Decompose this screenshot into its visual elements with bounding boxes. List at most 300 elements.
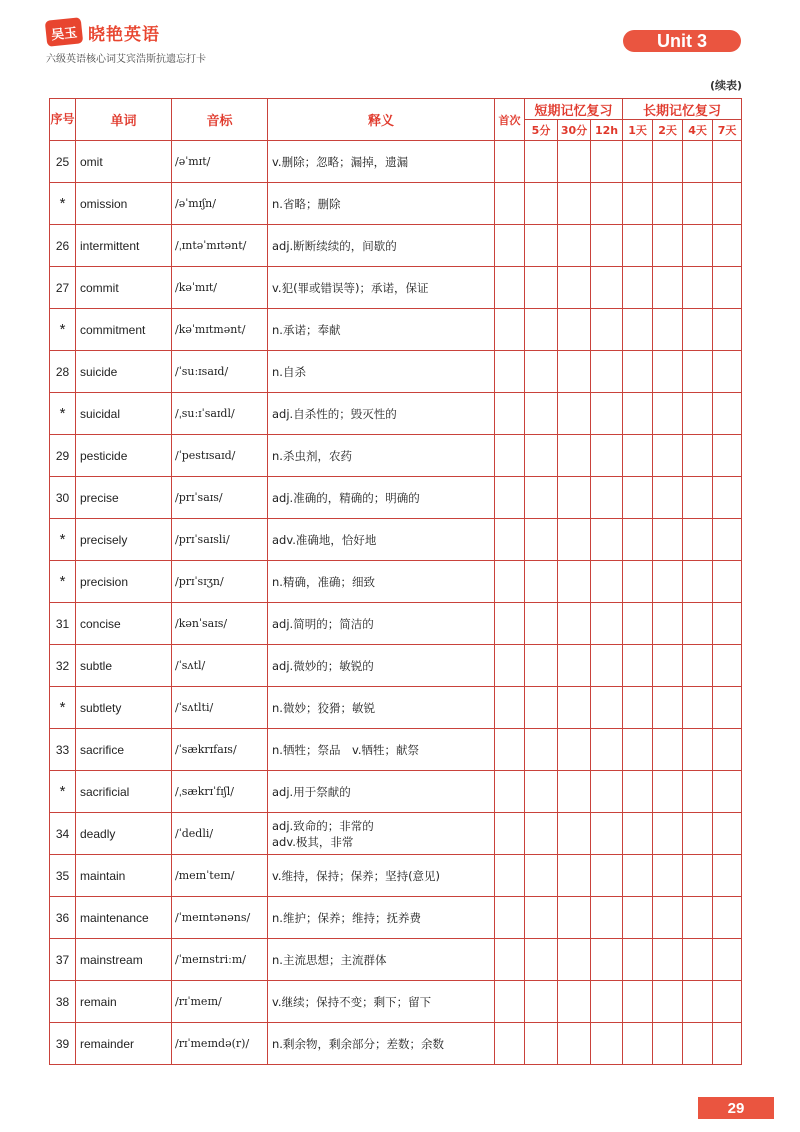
review-checkbox-cell[interactable] (683, 771, 713, 813)
review-checkbox-cell[interactable] (495, 477, 525, 519)
review-checkbox-cell[interactable] (653, 1023, 683, 1065)
review-checkbox-cell[interactable] (713, 225, 742, 267)
review-checkbox-cell[interactable] (683, 225, 713, 267)
review-checkbox-cell[interactable] (591, 141, 623, 183)
review-checkbox-cell[interactable] (591, 435, 623, 477)
table-row (50, 141, 742, 183)
row-word: suicide (76, 351, 172, 393)
review-checkbox-cell[interactable] (683, 1023, 713, 1065)
row-word: maintain (76, 855, 172, 897)
review-checkbox-cell[interactable] (495, 687, 525, 729)
review-checkbox-cell[interactable] (558, 393, 591, 435)
review-checkbox-cell[interactable] (653, 309, 683, 351)
review-checkbox-cell[interactable] (713, 393, 742, 435)
table-row (50, 603, 742, 645)
review-checkbox-cell[interactable] (683, 645, 713, 687)
review-checkbox-cell[interactable] (653, 141, 683, 183)
table-body (50, 141, 742, 1065)
review-checkbox-cell[interactable] (623, 1023, 653, 1065)
row-word: precisely (76, 519, 172, 561)
header-phonetic: 音标 (172, 99, 268, 141)
review-checkbox-cell[interactable] (683, 855, 713, 897)
row-phonetic: /ˌsækrɪˈfɪʃl/ (172, 771, 268, 813)
review-checkbox-cell[interactable] (495, 981, 525, 1023)
definition-line: adj.微妙的；敏锐的 (272, 658, 374, 673)
review-checkbox-cell[interactable] (623, 309, 653, 351)
review-checkbox-cell[interactable] (623, 141, 653, 183)
review-checkbox-cell[interactable] (623, 771, 653, 813)
review-checkbox-cell[interactable] (623, 561, 653, 603)
review-checkbox-cell[interactable] (558, 351, 591, 393)
review-checkbox-cell[interactable] (558, 855, 591, 897)
review-checkbox-cell[interactable] (591, 855, 623, 897)
review-checkbox-cell[interactable] (683, 813, 713, 855)
review-checkbox-cell[interactable] (623, 813, 653, 855)
review-checkbox-cell[interactable] (495, 141, 525, 183)
review-checkbox-cell[interactable] (558, 561, 591, 603)
header-word: 单词 (76, 99, 172, 141)
review-checkbox-cell[interactable] (591, 603, 623, 645)
row-number: * (50, 309, 76, 351)
row-definition (268, 603, 495, 645)
review-checkbox-cell[interactable] (495, 267, 525, 309)
review-checkbox-cell[interactable] (558, 897, 591, 939)
row-word: subtle (76, 645, 172, 687)
table-row (50, 351, 742, 393)
table-row (50, 687, 742, 729)
review-checkbox-cell[interactable] (653, 729, 683, 771)
review-checkbox-cell[interactable] (525, 687, 558, 729)
review-checkbox-cell[interactable] (591, 897, 623, 939)
review-checkbox-cell[interactable] (558, 309, 591, 351)
review-checkbox-cell[interactable] (495, 435, 525, 477)
review-checkbox-cell[interactable] (713, 771, 742, 813)
review-checkbox-cell[interactable] (525, 897, 558, 939)
header-definition: 释义 (268, 99, 495, 141)
review-checkbox-cell[interactable] (623, 477, 653, 519)
review-checkbox-cell[interactable] (713, 813, 742, 855)
logo-text: 晓艳英语 (88, 24, 160, 45)
row-word: maintenance (76, 897, 172, 939)
review-checkbox-cell[interactable] (653, 813, 683, 855)
definition-line: n.维护；保养；维持；抚养费 (272, 910, 421, 925)
review-checkbox-cell[interactable] (623, 267, 653, 309)
row-number: * (50, 393, 76, 435)
definition-line: v.继续；保持不变；剩下；留下 (272, 994, 432, 1009)
review-checkbox-cell[interactable] (683, 729, 713, 771)
review-checkbox-cell[interactable] (683, 603, 713, 645)
review-checkbox-cell[interactable] (495, 855, 525, 897)
row-number: 36 (50, 897, 76, 939)
review-checkbox-cell[interactable] (525, 561, 558, 603)
review-checkbox-cell[interactable] (713, 141, 742, 183)
definition-line: n.自杀 (272, 364, 306, 379)
review-checkbox-cell[interactable] (525, 351, 558, 393)
review-checkbox-cell[interactable] (653, 855, 683, 897)
review-checkbox-cell[interactable] (558, 645, 591, 687)
header-short-1: 30分 (558, 120, 591, 141)
row-number: 27 (50, 267, 76, 309)
header-long-0: 1天 (623, 120, 653, 141)
review-checkbox-cell[interactable] (591, 561, 623, 603)
review-checkbox-cell[interactable] (525, 267, 558, 309)
review-checkbox-cell[interactable] (591, 939, 623, 981)
review-checkbox-cell[interactable] (525, 435, 558, 477)
row-word: precise (76, 477, 172, 519)
review-checkbox-cell[interactable] (713, 645, 742, 687)
row-number: 37 (50, 939, 76, 981)
review-checkbox-cell[interactable] (653, 519, 683, 561)
review-checkbox-cell[interactable] (683, 141, 713, 183)
definition-line: adv.准确地，恰好地 (272, 532, 377, 547)
row-word: precision (76, 561, 172, 603)
review-checkbox-cell[interactable] (558, 1023, 591, 1065)
table-row (50, 981, 742, 1023)
table-row (50, 477, 742, 519)
review-checkbox-cell[interactable] (495, 603, 525, 645)
row-number: * (50, 183, 76, 225)
review-checkbox-cell[interactable] (591, 267, 623, 309)
row-definition (268, 855, 495, 897)
row-phonetic: /ˈsækrɪfaɪs/ (172, 729, 268, 771)
review-checkbox-cell[interactable] (525, 477, 558, 519)
definition-line: n.主流思想；主流群体 (272, 952, 387, 967)
review-checkbox-cell[interactable] (623, 393, 653, 435)
table-row (50, 267, 742, 309)
review-checkbox-cell[interactable] (558, 813, 591, 855)
review-checkbox-cell[interactable] (713, 855, 742, 897)
review-checkbox-cell[interactable] (683, 687, 713, 729)
row-phonetic: /əˈmɪt/ (172, 141, 268, 183)
row-word: sacrifice (76, 729, 172, 771)
row-definition (268, 897, 495, 939)
row-number: 30 (50, 477, 76, 519)
review-checkbox-cell[interactable] (683, 183, 713, 225)
table-row (50, 393, 742, 435)
review-checkbox-cell[interactable] (653, 897, 683, 939)
review-checkbox-cell[interactable] (495, 561, 525, 603)
review-checkbox-cell[interactable] (623, 855, 653, 897)
review-checkbox-cell[interactable] (713, 939, 742, 981)
review-checkbox-cell[interactable] (558, 477, 591, 519)
definition-line: n.牺牲；祭品 v.牺牲；献祭 (272, 742, 420, 757)
review-checkbox-cell[interactable] (525, 1023, 558, 1065)
review-checkbox-cell[interactable] (591, 981, 623, 1023)
row-word: pesticide (76, 435, 172, 477)
review-checkbox-cell[interactable] (683, 267, 713, 309)
review-checkbox-cell[interactable] (713, 309, 742, 351)
review-checkbox-cell[interactable] (495, 645, 525, 687)
logo-badge: 吴玉 (45, 17, 84, 47)
review-checkbox-cell[interactable] (653, 939, 683, 981)
row-phonetic: /prɪˈsaɪs/ (172, 477, 268, 519)
review-checkbox-cell[interactable] (623, 729, 653, 771)
definition-line: adj.准确的，精确的；明确的 (272, 490, 420, 505)
review-checkbox-cell[interactable] (591, 393, 623, 435)
review-checkbox-cell[interactable] (558, 771, 591, 813)
row-word: commitment (76, 309, 172, 351)
review-checkbox-cell[interactable] (683, 393, 713, 435)
page-number: 29 (698, 1097, 774, 1119)
review-checkbox-cell[interactable] (495, 351, 525, 393)
definition-line: n.省略；删除 (272, 196, 341, 211)
definition-line: v.维持，保持；保养；坚持(意见) (272, 868, 441, 883)
row-word: subtlety (76, 687, 172, 729)
row-word: sacrificial (76, 771, 172, 813)
row-phonetic: /rɪˈmeɪndə(r)/ (172, 1023, 268, 1065)
review-checkbox-cell[interactable] (525, 855, 558, 897)
review-checkbox-cell[interactable] (525, 813, 558, 855)
review-checkbox-cell[interactable] (683, 897, 713, 939)
row-phonetic: /ˈpestɪsaɪd/ (172, 435, 268, 477)
row-definition (268, 351, 495, 393)
review-checkbox-cell[interactable] (558, 267, 591, 309)
review-checkbox-cell[interactable] (623, 351, 653, 393)
review-checkbox-cell[interactable] (623, 897, 653, 939)
review-checkbox-cell[interactable] (495, 225, 525, 267)
review-checkbox-cell[interactable] (713, 1023, 742, 1065)
row-phonetic: /kəˈmɪt/ (172, 267, 268, 309)
review-checkbox-cell[interactable] (653, 981, 683, 1023)
row-definition (268, 435, 495, 477)
table-row (50, 897, 742, 939)
row-number: * (50, 687, 76, 729)
review-checkbox-cell[interactable] (653, 603, 683, 645)
review-checkbox-cell[interactable] (653, 687, 683, 729)
review-checkbox-cell[interactable] (591, 771, 623, 813)
review-checkbox-cell[interactable] (591, 183, 623, 225)
review-checkbox-cell[interactable] (623, 603, 653, 645)
review-checkbox-cell[interactable] (558, 729, 591, 771)
continued-label: (续表) (709, 79, 742, 92)
row-phonetic: /ˌɪntəˈmɪtənt/ (172, 225, 268, 267)
definition-line: adj.断断续续的，间歇的 (272, 238, 397, 253)
definition-line: adv.极其，非常 (272, 834, 354, 849)
row-number: 39 (50, 1023, 76, 1065)
row-definition (268, 813, 495, 855)
review-checkbox-cell[interactable] (558, 141, 591, 183)
review-checkbox-cell[interactable] (623, 645, 653, 687)
review-checkbox-cell[interactable] (525, 603, 558, 645)
header-short-0: 5分 (525, 120, 558, 141)
row-number: * (50, 561, 76, 603)
book-subtitle: 六级英语核心词艾宾浩斯抗遗忘打卡 (46, 54, 206, 65)
row-number: * (50, 519, 76, 561)
review-checkbox-cell[interactable] (713, 183, 742, 225)
review-checkbox-cell[interactable] (591, 351, 623, 393)
row-definition (268, 309, 495, 351)
review-checkbox-cell[interactable] (653, 351, 683, 393)
row-definition (268, 981, 495, 1023)
review-checkbox-cell[interactable] (495, 1023, 525, 1065)
review-checkbox-cell[interactable] (623, 981, 653, 1023)
table-row (50, 309, 742, 351)
review-checkbox-cell[interactable] (558, 939, 591, 981)
review-checkbox-cell[interactable] (591, 225, 623, 267)
row-definition (268, 393, 495, 435)
header-long-3: 7天 (713, 120, 742, 141)
review-checkbox-cell[interactable] (713, 519, 742, 561)
row-number: 32 (50, 645, 76, 687)
review-checkbox-cell[interactable] (713, 477, 742, 519)
review-checkbox-cell[interactable] (591, 309, 623, 351)
review-checkbox-cell[interactable] (591, 687, 623, 729)
header-long-1: 2天 (653, 120, 683, 141)
review-checkbox-cell[interactable] (653, 477, 683, 519)
table-row (50, 813, 742, 855)
review-checkbox-cell[interactable] (591, 477, 623, 519)
review-checkbox-cell[interactable] (591, 813, 623, 855)
review-checkbox-cell[interactable] (558, 183, 591, 225)
row-phonetic: /ˌsuːɪˈsaɪdl/ (172, 393, 268, 435)
review-checkbox-cell[interactable] (713, 561, 742, 603)
review-checkbox-cell[interactable] (623, 519, 653, 561)
row-definition (268, 561, 495, 603)
row-phonetic: /ˈdedli/ (172, 813, 268, 855)
review-checkbox-cell[interactable] (591, 729, 623, 771)
review-checkbox-cell[interactable] (495, 813, 525, 855)
review-checkbox-cell[interactable] (623, 225, 653, 267)
row-definition (268, 939, 495, 981)
definition-line: adj.致命的；非常的 (272, 818, 374, 833)
row-number: 25 (50, 141, 76, 183)
definition-line: n.承诺；奉献 (272, 322, 341, 337)
review-checkbox-cell[interactable] (713, 435, 742, 477)
review-checkbox-cell[interactable] (683, 981, 713, 1023)
review-checkbox-cell[interactable] (495, 183, 525, 225)
review-checkbox-cell[interactable] (525, 645, 558, 687)
row-number: 28 (50, 351, 76, 393)
review-checkbox-cell[interactable] (623, 435, 653, 477)
review-checkbox-cell[interactable] (713, 897, 742, 939)
review-checkbox-cell[interactable] (591, 1023, 623, 1065)
review-checkbox-cell[interactable] (525, 225, 558, 267)
row-definition (268, 519, 495, 561)
review-checkbox-cell[interactable] (713, 267, 742, 309)
review-checkbox-cell[interactable] (591, 519, 623, 561)
review-checkbox-cell[interactable] (683, 435, 713, 477)
review-checkbox-cell[interactable] (713, 603, 742, 645)
review-checkbox-cell[interactable] (653, 225, 683, 267)
review-checkbox-cell[interactable] (683, 309, 713, 351)
row-definition (268, 141, 495, 183)
table-row (50, 855, 742, 897)
review-checkbox-cell[interactable] (558, 435, 591, 477)
row-definition (268, 267, 495, 309)
header-short-term-review: 短期记忆复习 (525, 99, 623, 120)
row-phonetic: /kəˈmɪtmənt/ (172, 309, 268, 351)
review-checkbox-cell[interactable] (495, 393, 525, 435)
review-checkbox-cell[interactable] (591, 645, 623, 687)
table-row (50, 519, 742, 561)
header-seq: 序号 (50, 99, 76, 141)
row-word: remainder (76, 1023, 172, 1065)
review-checkbox-cell[interactable] (525, 141, 558, 183)
review-checkbox-cell[interactable] (495, 939, 525, 981)
row-phonetic: /ˈsuːɪsaɪd/ (172, 351, 268, 393)
review-checkbox-cell[interactable] (495, 519, 525, 561)
review-checkbox-cell[interactable] (525, 729, 558, 771)
review-checkbox-cell[interactable] (623, 183, 653, 225)
review-checkbox-cell[interactable] (683, 519, 713, 561)
review-checkbox-cell[interactable] (525, 309, 558, 351)
review-checkbox-cell[interactable] (558, 603, 591, 645)
review-checkbox-cell[interactable] (623, 687, 653, 729)
row-number: 31 (50, 603, 76, 645)
review-checkbox-cell[interactable] (525, 771, 558, 813)
header-long-2: 4天 (683, 120, 713, 141)
definition-line: n.杀虫剂，农药 (272, 448, 352, 463)
review-checkbox-cell[interactable] (653, 393, 683, 435)
table-row (50, 1023, 742, 1065)
review-checkbox-cell[interactable] (653, 561, 683, 603)
review-checkbox-cell[interactable] (683, 939, 713, 981)
review-checkbox-cell[interactable] (653, 183, 683, 225)
review-checkbox-cell[interactable] (495, 897, 525, 939)
review-checkbox-cell[interactable] (713, 981, 742, 1023)
review-checkbox-cell[interactable] (683, 477, 713, 519)
review-checkbox-cell[interactable] (713, 687, 742, 729)
row-phonetic: /ˈsʌtl/ (172, 645, 268, 687)
review-checkbox-cell[interactable] (525, 393, 558, 435)
review-checkbox-cell[interactable] (713, 729, 742, 771)
review-checkbox-cell[interactable] (653, 771, 683, 813)
table-row (50, 561, 742, 603)
row-number: 34 (50, 813, 76, 855)
review-checkbox-cell[interactable] (495, 729, 525, 771)
review-checkbox-cell[interactable] (653, 645, 683, 687)
row-definition (268, 771, 495, 813)
review-checkbox-cell[interactable] (653, 267, 683, 309)
review-checkbox-cell[interactable] (495, 309, 525, 351)
header-first: 首次 (495, 99, 525, 141)
review-checkbox-cell[interactable] (525, 981, 558, 1023)
row-phonetic: /kənˈsaɪs/ (172, 603, 268, 645)
row-number: 26 (50, 225, 76, 267)
review-checkbox-cell[interactable] (623, 939, 653, 981)
review-checkbox-cell[interactable] (525, 183, 558, 225)
review-checkbox-cell[interactable] (558, 981, 591, 1023)
row-phonetic: /prɪˈsɪʒn/ (172, 561, 268, 603)
table-row (50, 225, 742, 267)
review-checkbox-cell[interactable] (525, 939, 558, 981)
row-definition (268, 687, 495, 729)
definition-line: v.删除；忽略；漏掉，遗漏 (272, 154, 409, 169)
row-number: 38 (50, 981, 76, 1023)
row-definition (268, 477, 495, 519)
row-number: 33 (50, 729, 76, 771)
row-definition (268, 729, 495, 771)
table-row (50, 435, 742, 477)
table-row (50, 729, 742, 771)
review-checkbox-cell[interactable] (558, 519, 591, 561)
row-word: concise (76, 603, 172, 645)
row-word: commit (76, 267, 172, 309)
row-phonetic: /rɪˈmeɪn/ (172, 981, 268, 1023)
review-checkbox-cell[interactable] (558, 687, 591, 729)
review-checkbox-cell[interactable] (495, 771, 525, 813)
review-checkbox-cell[interactable] (683, 561, 713, 603)
review-checkbox-cell[interactable] (713, 351, 742, 393)
definition-line: n.精确，准确；细致 (272, 574, 375, 589)
table-row (50, 183, 742, 225)
review-checkbox-cell[interactable] (525, 519, 558, 561)
review-checkbox-cell[interactable] (683, 351, 713, 393)
review-checkbox-cell[interactable] (653, 435, 683, 477)
review-checkbox-cell[interactable] (558, 225, 591, 267)
row-definition (268, 225, 495, 267)
row-word: suicidal (76, 393, 172, 435)
